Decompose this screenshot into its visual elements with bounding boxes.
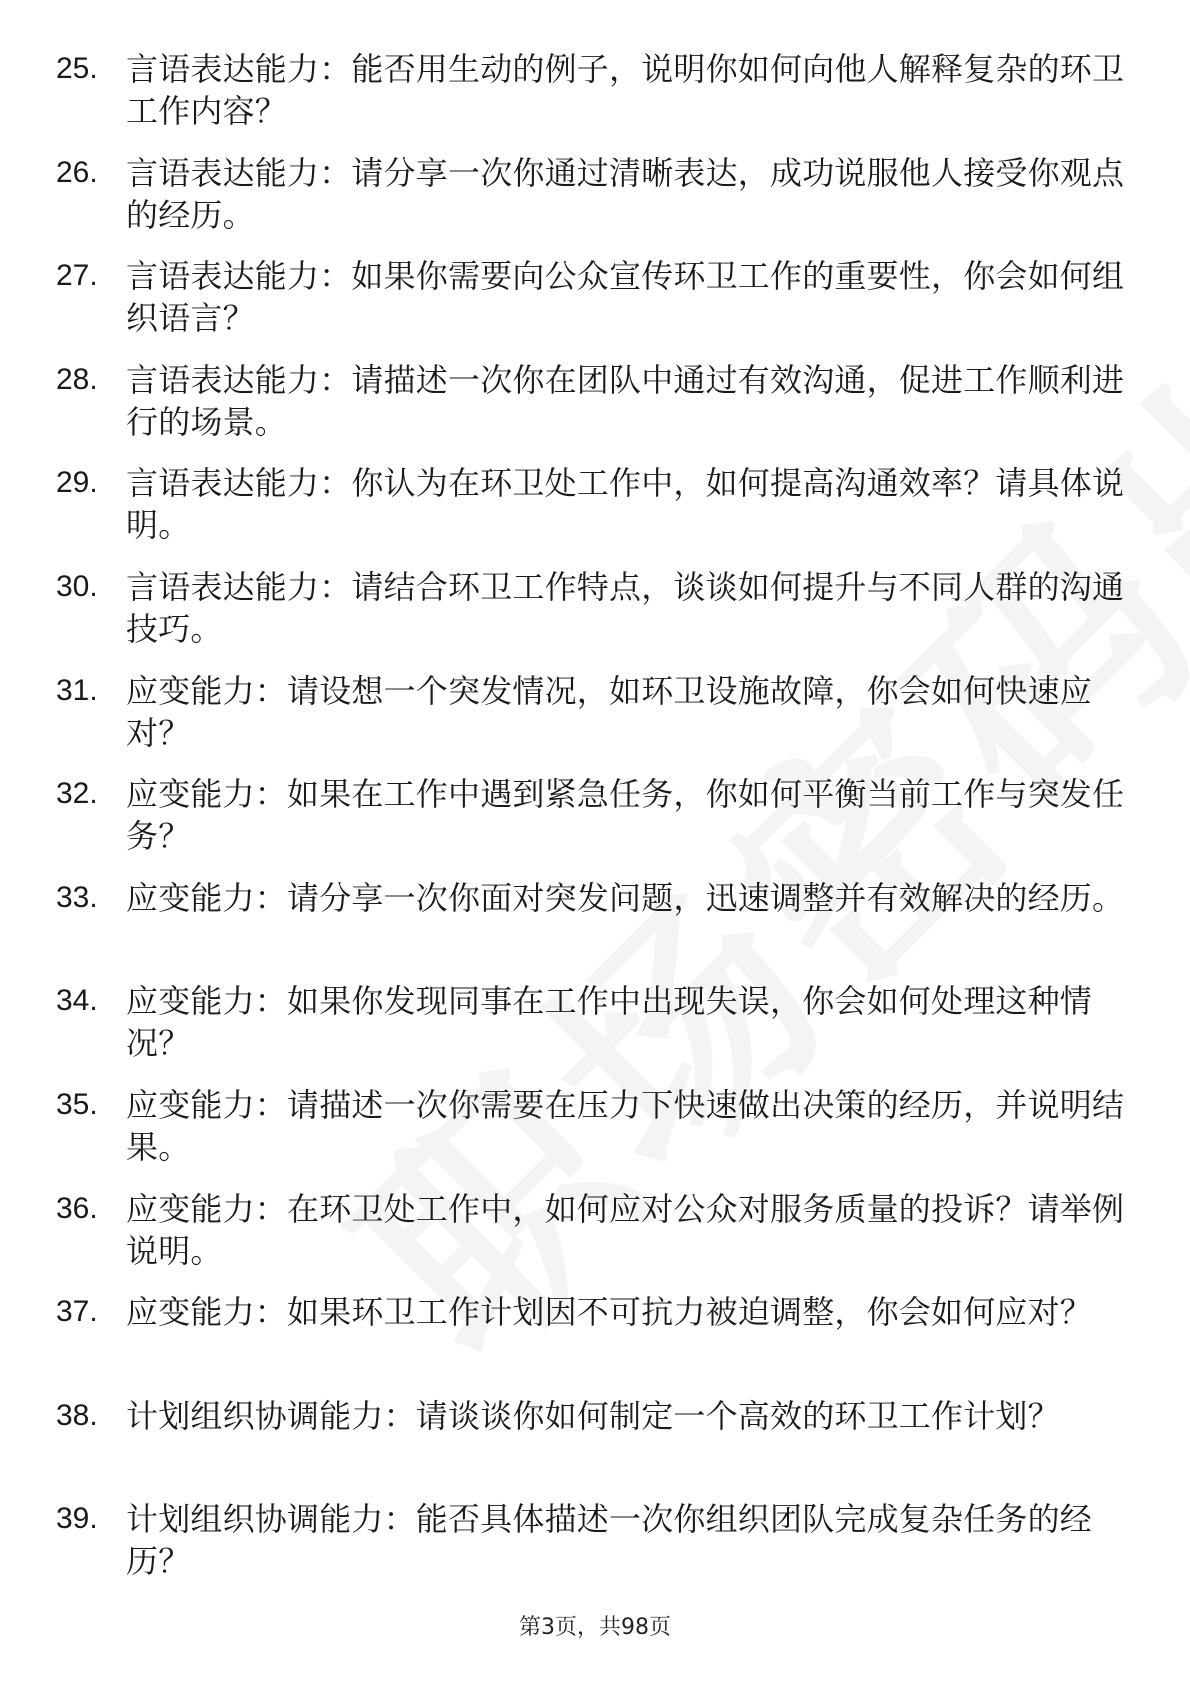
- list-item: [56, 1498, 1136, 1602]
- item-text: 应变能力：请描述一次你需要在压力下快速做出决策的经历，并说明结果。: [126, 1085, 1125, 1166]
- item-number: 27.: [56, 259, 98, 293]
- item-number: 32.: [56, 777, 98, 811]
- item-text: 应变能力：在环卫处工作中，如何应对公众对服务质量的投诉？请举例说明。: [126, 1189, 1125, 1270]
- item-text: 言语表达能力：请描述一次你在团队中通过有效沟通，促进工作顺利进行的场景。: [126, 360, 1125, 441]
- list-item: [56, 1395, 1136, 1499]
- item-text: 言语表达能力：如果你需要向公众宣传环卫工作的重要性，你会如何组织语言？: [126, 257, 1125, 338]
- item-text: 计划组织协调能力：请谈谈你如何制定一个高效的环卫工作计划？: [126, 1396, 1060, 1435]
- list-item: [56, 773, 1136, 877]
- item-number: 38.: [56, 1398, 98, 1432]
- list-item: [56, 462, 1136, 566]
- item-number: 37.: [56, 1295, 98, 1329]
- list-item: [56, 980, 1136, 1084]
- list-item: [56, 566, 1136, 670]
- item-number: 28.: [56, 362, 98, 396]
- question-list: [56, 48, 1136, 1602]
- list-item: [56, 255, 1136, 359]
- list-item: [56, 152, 1136, 256]
- item-number: 34.: [56, 984, 98, 1018]
- item-text: 应变能力：请设想一个突发情况，如环卫设施故障，你会如何快速应对？: [126, 671, 1093, 752]
- list-item: [56, 877, 1136, 981]
- item-number: 26.: [56, 155, 98, 189]
- item-text: 应变能力：如果在工作中遇到紧急任务，你如何平衡当前工作与突发任务？: [126, 775, 1125, 856]
- item-number: 35.: [56, 1087, 98, 1121]
- item-text: 应变能力：如果你发现同事在工作中出现失误，你会如何处理这种情况？: [126, 982, 1093, 1063]
- list-item: [56, 359, 1136, 463]
- item-text: 言语表达能力：请分享一次你通过清晰表达，成功说服他人接受你观点的经历。: [126, 153, 1125, 234]
- page-footer: 第3页，共98页: [519, 1615, 671, 1640]
- item-number: 31.: [56, 673, 98, 707]
- item-number: 29.: [56, 466, 98, 500]
- item-text: 言语表达能力：能否用生动的例子，说明你如何向他人解释复杂的环卫工作内容？: [126, 50, 1125, 130]
- item-text: 言语表达能力：请结合环卫工作特点，谈谈如何提升与不同人群的沟通技巧。: [126, 567, 1125, 648]
- item-number: 33.: [56, 880, 98, 914]
- item-number: 36.: [56, 1191, 98, 1225]
- item-number: 39.: [56, 1502, 98, 1536]
- item-number: 25.: [56, 52, 98, 85]
- list-item: [56, 1188, 1136, 1292]
- item-text: 应变能力：如果环卫工作计划因不可抗力被迫调整，你会如何应对？: [126, 1293, 1093, 1332]
- item-text: 言语表达能力：你认为在环卫处工作中，如何提高沟通效率？请具体说明。: [126, 464, 1125, 545]
- item-text: 应变能力：请分享一次你面对突发问题，迅速调整并有效解决的经历。: [126, 878, 1125, 917]
- item-number: 30.: [56, 569, 98, 603]
- item-text: 计划组织协调能力：能否具体描述一次你组织团队完成复杂任务的经历？: [126, 1500, 1093, 1581]
- list-item: [56, 48, 1136, 152]
- list-item: [56, 1291, 1136, 1395]
- list-item: [56, 670, 1136, 774]
- list-item: [56, 1084, 1136, 1188]
